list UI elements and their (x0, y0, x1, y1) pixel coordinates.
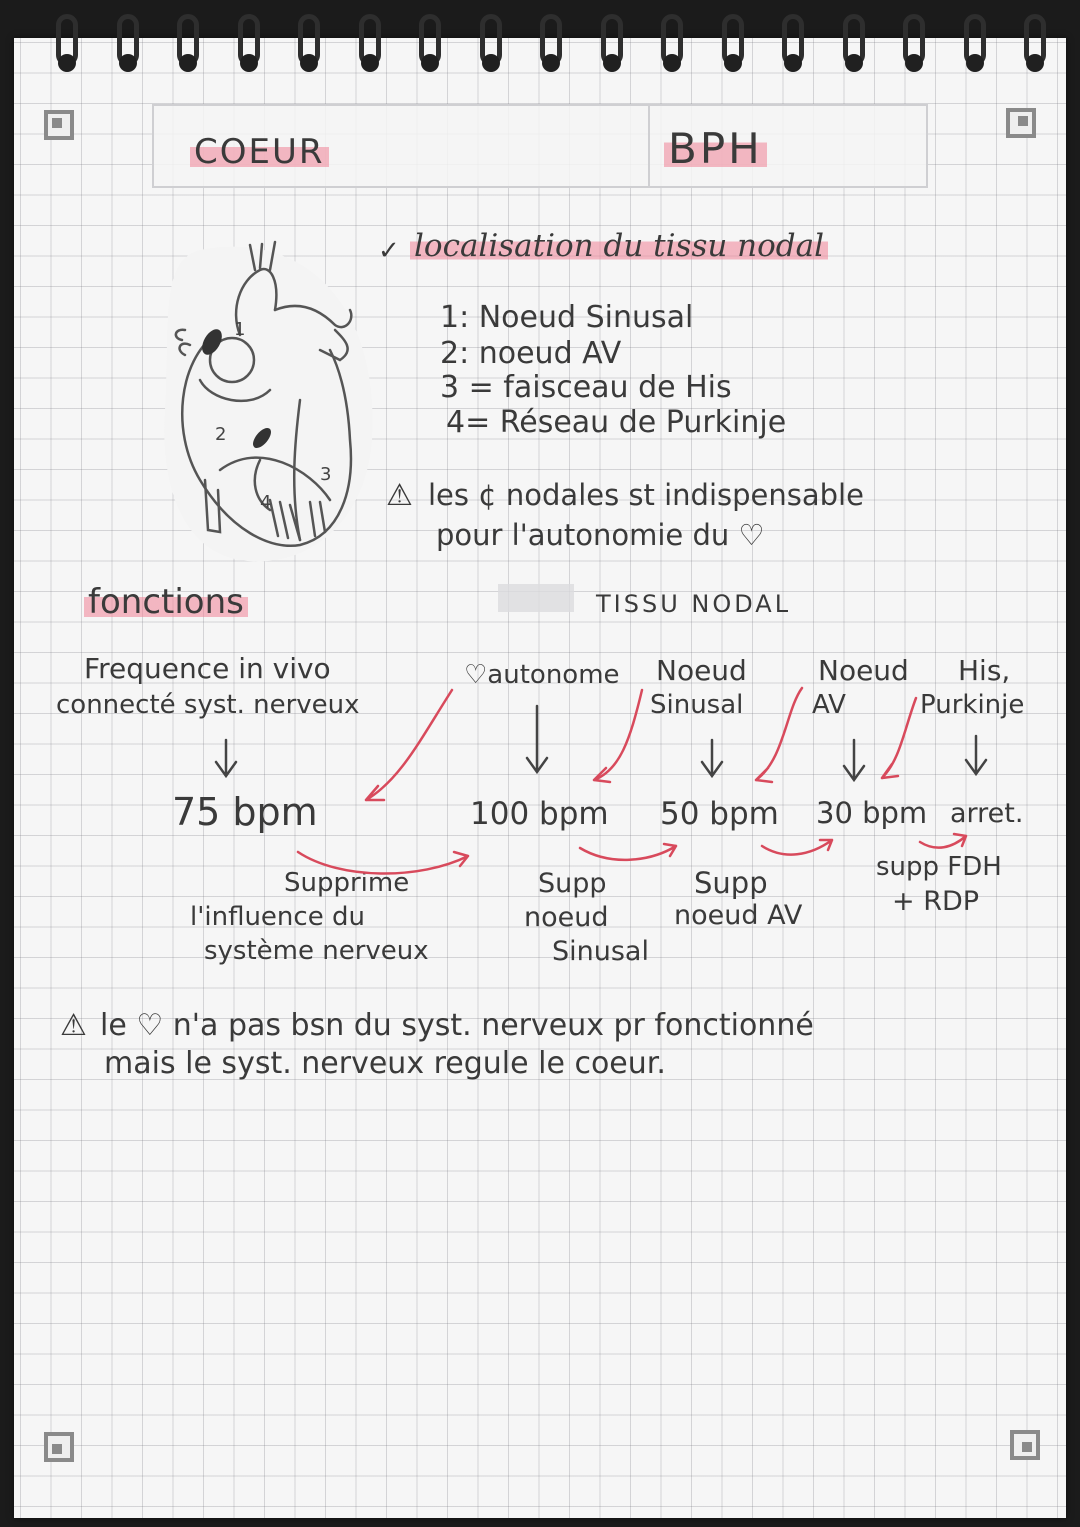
rate-30: 30 bpm (816, 796, 928, 830)
source-sinusal-line-1: Noeud (656, 654, 747, 687)
note-1-line-1: Supprime (284, 868, 410, 898)
functions-heading: fonctions (84, 582, 248, 622)
source-vivo-line-2: connecté syst. nerveux (56, 690, 360, 720)
heart-label-2: 2 (215, 424, 227, 445)
legend-item-4: 4= Réseau de Purkinje (446, 405, 787, 440)
source-autonome: ♡autonome (464, 660, 620, 690)
red-arrow-his-icon (882, 698, 916, 778)
note-1-line-2: l'influence du (190, 902, 365, 932)
course-title: BPH (664, 124, 767, 173)
conclusion-warning-icon: ⚠ (60, 1008, 87, 1043)
red-arrow-autonome-icon (366, 690, 452, 800)
note-2-line-3: Sinusal (552, 936, 649, 967)
curved-arrow-1-icon (298, 852, 468, 874)
red-arrow-av-icon (756, 688, 802, 782)
source-sinusal-line-2: Sinusal (650, 690, 744, 720)
source-vivo-line-1: Frequence in vivo (84, 652, 331, 685)
legend-item-1: 1: Noeud Sinusal (440, 300, 694, 335)
diagram-heading: localisation du tissu nodal (410, 228, 828, 264)
warning-line-2: pour l'autonomie du ♡ (436, 518, 765, 552)
note-4-line-1: supp FDH (876, 852, 1002, 882)
red-arrow-sinusal-icon (594, 690, 642, 782)
subject-title: COEUR (190, 132, 329, 172)
rate-50: 50 bpm (660, 796, 779, 832)
legend-item-3: 3 = faisceau de His (440, 370, 732, 405)
rate-arret: arret. (950, 798, 1024, 829)
conclusion-line-2: mais le syst. nerveux regule le coeur. (104, 1046, 666, 1081)
note-3-line-2: noeud AV (674, 900, 803, 931)
heart-label-4: 4 (260, 492, 272, 513)
note-1-line-3: système nerveux (204, 936, 429, 966)
source-av-line-2: AV (812, 690, 846, 720)
source-his-line-1: His, (958, 654, 1011, 687)
down-arrow-autonome-icon (527, 706, 547, 772)
warning-icon: ⚠ (386, 478, 413, 513)
curved-arrow-3-icon (762, 840, 832, 855)
note-2-line-1: Supp (538, 868, 607, 899)
note-2-line-2: noeud (524, 902, 609, 933)
warning-line-1: les ¢ nodales st indispensable (428, 478, 864, 512)
heart-label-3: 3 (320, 464, 332, 485)
legend-item-2: 2: noeud AV (440, 336, 622, 371)
curved-arrow-4-icon (920, 834, 966, 848)
note-4-line-2: + RDP (892, 886, 980, 917)
rate-75: 75 bpm (172, 790, 318, 834)
rate-100: 100 bpm (470, 796, 609, 832)
heart-label-1: 1 (234, 319, 246, 340)
down-arrow-vivo-icon (216, 740, 236, 776)
functions-subheading: TISSU NODAL (596, 590, 792, 618)
source-av-line-1: Noeud (818, 654, 909, 687)
conclusion-line-1: le ♡ n'a pas bsn du syst. nerveux pr fonctionné (100, 1008, 814, 1043)
down-arrow-his-icon (966, 736, 986, 774)
down-arrow-sinusal-icon (702, 740, 722, 776)
source-his-line-2: Purkinje (920, 690, 1025, 720)
note-3-line-1: Supp (694, 866, 768, 900)
check-icon: ✓ (378, 236, 400, 266)
down-arrow-av-icon (844, 740, 864, 780)
curved-arrow-2-icon (580, 844, 676, 860)
